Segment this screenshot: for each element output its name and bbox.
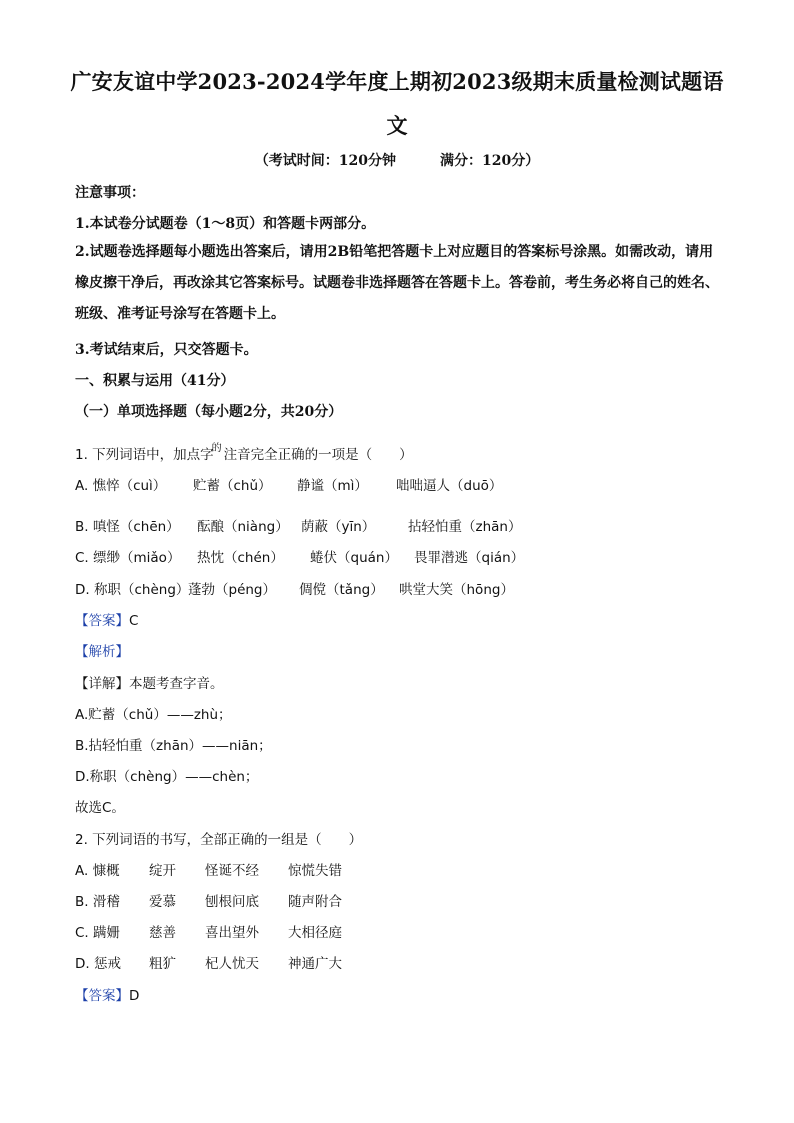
q1-option-c-2: 热忱（chén） — [197, 550, 284, 566]
exam-info — [0, 150, 794, 170]
q1-option-b-2: 酝酿（niàng） — [197, 519, 289, 535]
q2-option-d-2: 粗犷 — [149, 956, 176, 972]
q1-option-d-2: 蓬勃（péng） — [188, 582, 277, 598]
document-title-line1: 广安友谊中学2023-2024学年度上期初2023级期末质量检测试题语 — [70, 69, 724, 94]
q1-option-b-1: B. 嗔怪（chēn） — [75, 519, 180, 535]
q2-option-b-2: 爱慕 — [149, 894, 176, 910]
question-1-stem-part1: 1. 下列词语中，加点字 — [75, 447, 214, 463]
q2-option-a-4: 惊慌失错 — [288, 863, 342, 879]
notes-heading: 注意事项： — [75, 185, 145, 201]
q1-option-b-4: 拈轻怕重（zhān） — [408, 519, 522, 535]
q2-option-c-1: C. 蹒姗 — [75, 925, 121, 941]
q1-explain-4: 故选C。 — [75, 800, 125, 816]
notes-item-1: 1.本试卷分试题卷（1～8页）和答题卡两部分。 — [75, 216, 376, 232]
answer-label: 答案 — [88, 988, 116, 1004]
q2-option-d-3: 杞人忧天 — [205, 956, 259, 972]
question-1-stem — [75, 439, 413, 463]
q1-option-a-3: 静谧（mì） — [297, 478, 368, 494]
q1-explain-3: D.称职（chèng）——chèn； — [75, 769, 259, 785]
q2-option-b-3: 刨根问底 — [205, 894, 259, 910]
emphasis-char: 的 — [211, 443, 222, 454]
q2-option-d-1: D. 惩戒 — [75, 956, 121, 972]
q1-explain-2: B.拈轻怕重（zhān）——niān； — [75, 738, 272, 754]
q1-option-a-4: 咄咄逼人（duō） — [396, 478, 503, 494]
q1-option-b-3: 荫蔽（yīn） — [301, 519, 376, 535]
q2-option-b-1: B. 滑稽 — [75, 894, 120, 910]
q2-answer: 【答案】D — [75, 988, 140, 1004]
q1-option-a-1: A. 憔悴（cuì） — [75, 478, 167, 494]
q1-option-c-4: 畏罪潜逃（qián） — [414, 550, 525, 566]
subsection-heading: （一）单项选择题（每小题2分，共20分） — [75, 404, 343, 420]
q1-option-c-1: C. 缥缈（miǎo） — [75, 550, 181, 566]
q2-option-c-2: 慈善 — [149, 925, 176, 941]
q2-option-a-1: A. 慷概 — [75, 863, 120, 879]
q1-option-a-2: 贮蓄（chǔ） — [193, 478, 272, 494]
detail-label: 详解 — [88, 676, 116, 692]
answer-value: D — [129, 988, 140, 1004]
q1-analysis: 【解析】 — [75, 644, 129, 660]
question-1-stem-part2: 注音完全正确的一项是（ ） — [223, 447, 413, 463]
q2-option-d-4: 神通广大 — [288, 956, 342, 972]
q2-option-c-3: 喜出望外 — [205, 925, 259, 941]
q1-detail: 【详解】本题考查字音。 — [75, 676, 224, 692]
q2-option-a-2: 绽开 — [149, 863, 176, 879]
q1-option-d-3: 倜傥（tǎng） — [299, 582, 384, 598]
q1-option-c-3: 蜷伏（quán） — [310, 550, 398, 566]
answer-value: C — [129, 613, 139, 629]
q1-option-d-4: 哄堂大笑（hōng） — [399, 582, 514, 598]
q2-option-c-4: 大相径庭 — [288, 925, 342, 941]
exam-time: （考试时间：120分钟 — [254, 153, 396, 169]
exam-score: 满分：120分） — [440, 153, 540, 169]
q1-answer: 【答案】C — [75, 613, 139, 629]
q2-option-a-3: 怪诞不经 — [205, 863, 259, 879]
q2-option-b-4: 随声附合 — [288, 894, 342, 910]
detail-text: 本题考查字音。 — [129, 676, 224, 692]
notes-item-3: 3.考试结束后，只交答题卡。 — [75, 342, 258, 358]
document-title-line2: 文 — [386, 113, 408, 138]
answer-label: 答案 — [88, 613, 116, 629]
notes-item-2: 2.试题卷选择题每小题选出答案后，请用2B铅笔把答题卡上对应题目的答案标号涂黑。如需改动，请用橡皮擦干净后，再改涂其它答案标号。试题卷非选择题答在答题卡上。答卷前，考生务必将自己的姓名、班级、准考证号涂写在答题卡上。 — [75, 244, 719, 322]
question-2-stem: 2. 下列词语的书写，全部正确的一组是（ ） — [75, 832, 363, 848]
q1-explain-1: A.贮蓄（chǔ）——zhù； — [75, 707, 232, 723]
section-heading: 一、积累与运用（41分） — [75, 373, 235, 389]
q1-option-d-1: D. 称职（chèng） — [75, 582, 190, 598]
analysis-label: 解析 — [88, 644, 116, 660]
